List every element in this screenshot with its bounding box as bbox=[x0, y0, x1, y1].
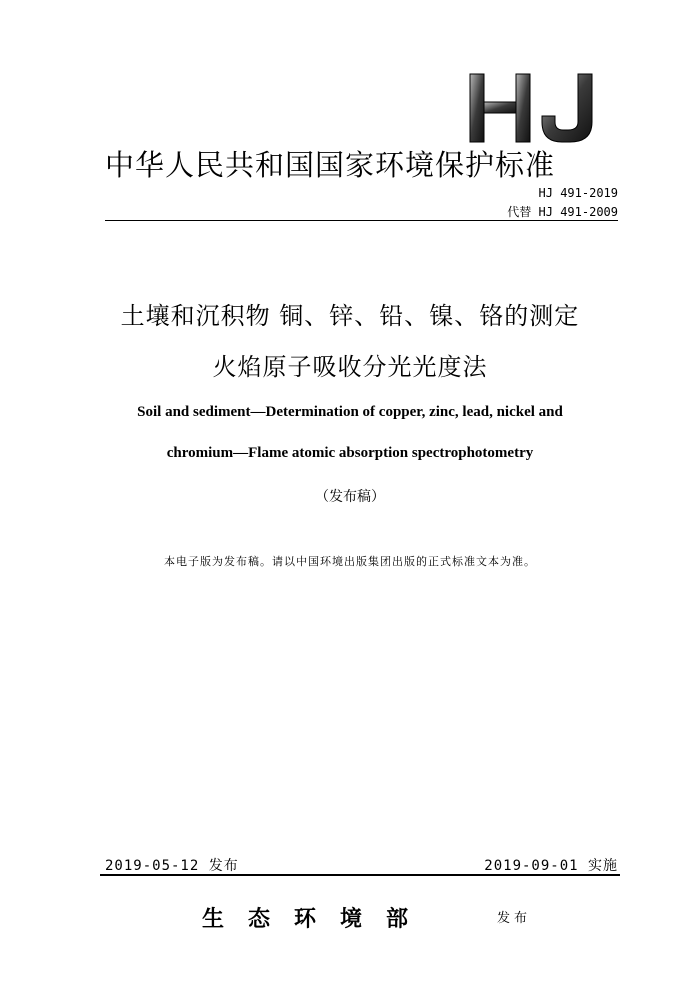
org-title: 中华人民共和国国家环境保护标准 bbox=[105, 148, 556, 182]
release-date: 2019-05-12 发布 bbox=[105, 858, 239, 874]
hj-logo bbox=[466, 70, 616, 148]
draft-label: （发布稿） bbox=[315, 489, 385, 505]
issue-label: 发布 bbox=[497, 911, 532, 926]
title-cn-line1: 土壤和沉积物 铜、锌、铅、镍、铬的测定 bbox=[120, 302, 580, 330]
effective-date: 2019-09-01 实施 bbox=[484, 858, 618, 874]
ministry-name: 生态环境部 bbox=[202, 906, 433, 932]
title-cn-line2: 火焰原子吸收分光光度法 bbox=[212, 353, 488, 381]
header-rule bbox=[105, 220, 618, 221]
title-en-line2: chromium—Flame atomic absorption spectrophotometry bbox=[166, 445, 534, 461]
edition-notice: 本电子版为发布稿。请以中国环境出版集团出版的正式标准文本为准。 bbox=[164, 555, 536, 568]
replaces-code: 代替 HJ 491-2009 bbox=[507, 205, 618, 219]
title-en-line1: Soil and sediment—Determination of copper, zinc, lead, nickel and bbox=[137, 404, 563, 420]
footer-rule bbox=[100, 874, 620, 876]
standard-code: HJ 491-2019 bbox=[538, 186, 618, 200]
